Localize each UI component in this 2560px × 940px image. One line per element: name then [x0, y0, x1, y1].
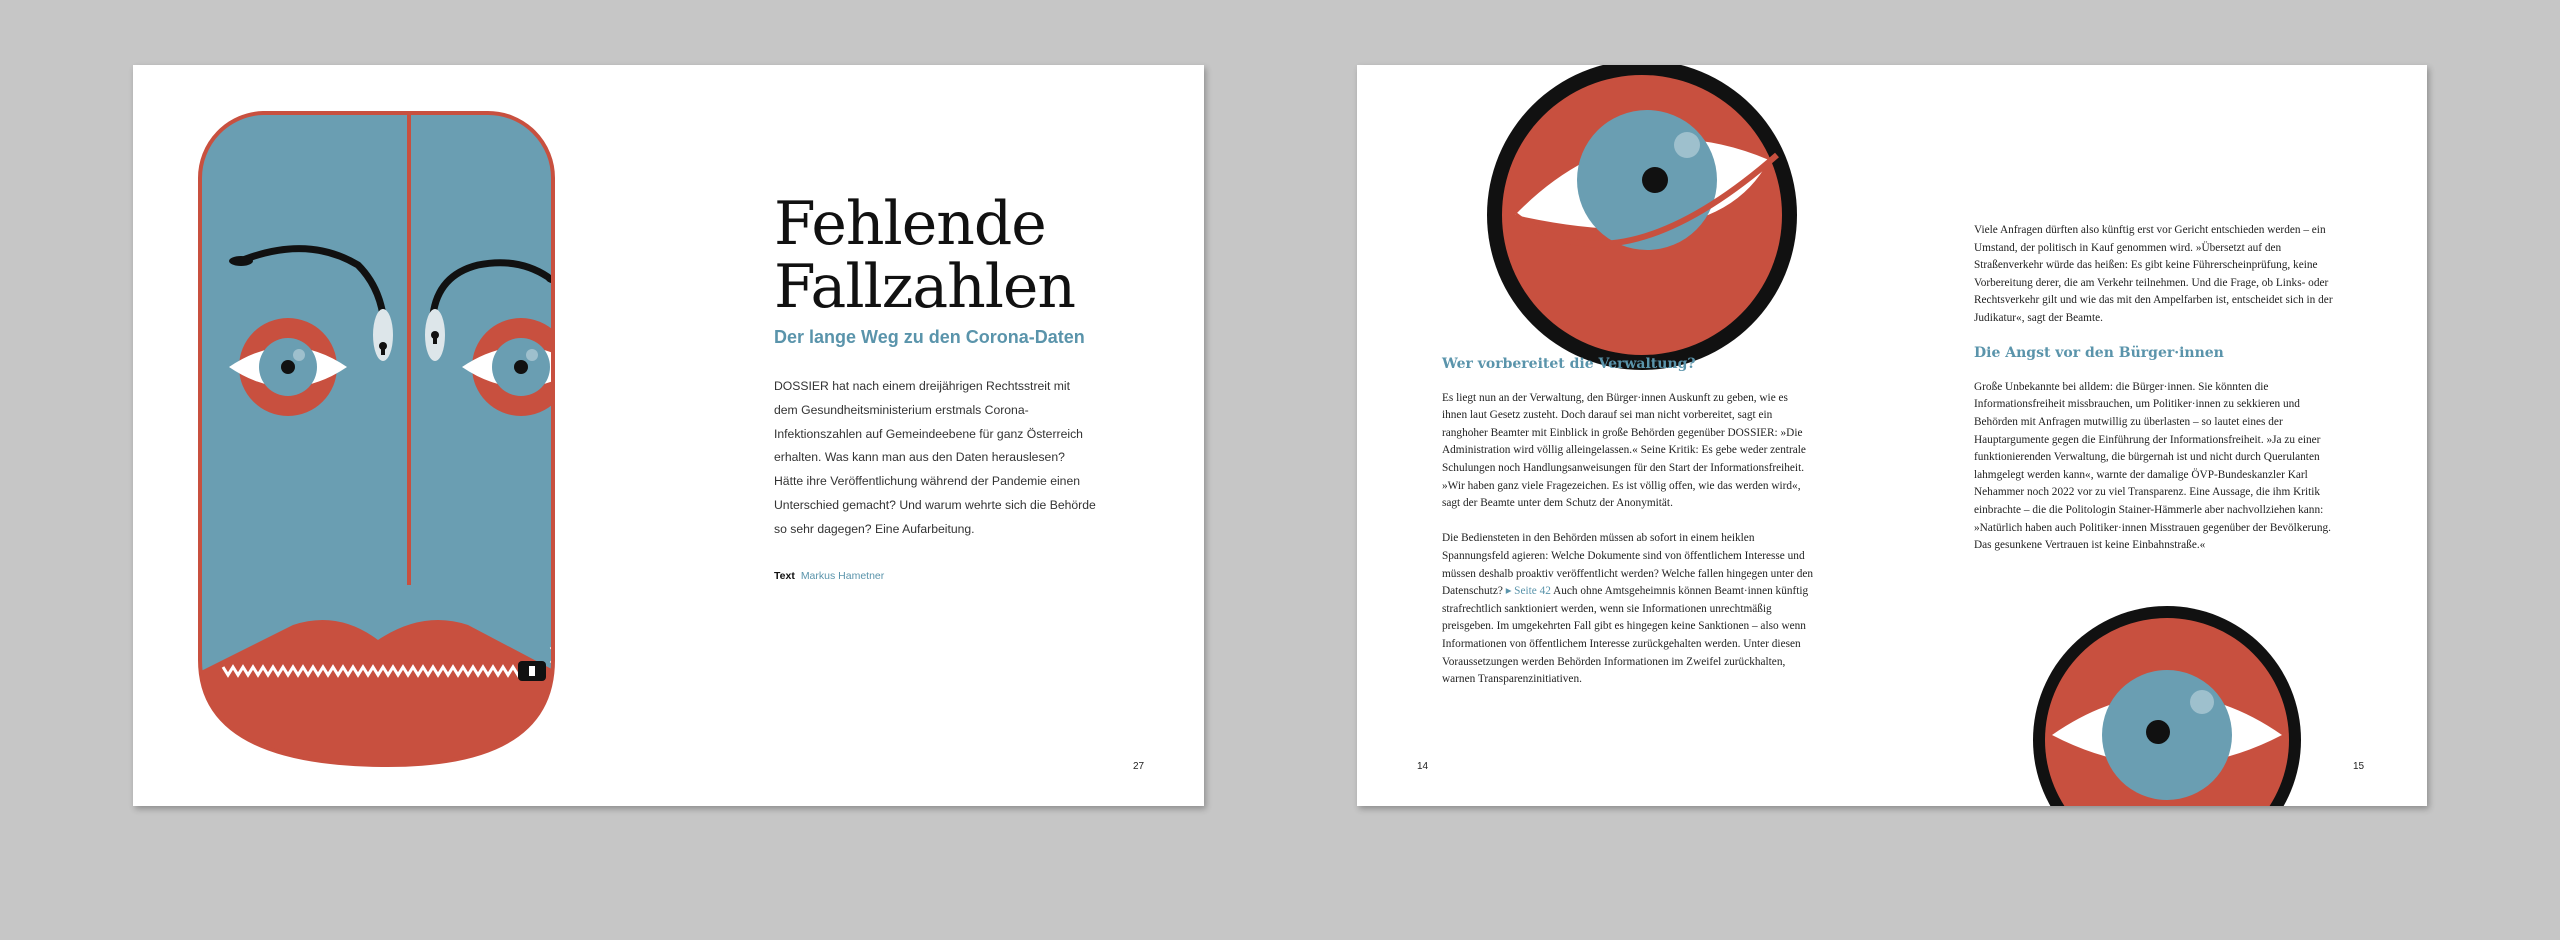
magazine-page-left: [133, 65, 1204, 806]
article-subtitle: Der lange Weg zu den Corona-Daten: [774, 327, 1085, 347]
eye-illustration: [2027, 600, 2307, 806]
paragraph-text: Auch ohne Amtsgeheimnis können Beamt·innen künftig strafrechtlich sanktioniert werden, wenn sie Informationen unrechtmäßig preisgeben. Im umgekehrten Fall gibt es hingegen keine Sanktionen – also wenn Informationen von öffentlichem Interesse zurückgehalten werden. Unter diesen Voraussetzungen werden Behörden Informationen im Zweifel zurückhalten, warnen Transparenzinitiativen.: [1442, 585, 1809, 686]
title-line-2: Fallzahlen: [774, 252, 1076, 322]
paragraph: Große Unbekannte bei alldem: die Bürger·innen. Sie könnten die Informationsfreiheit missbrauchen, um Politiker·innen zu sekkieren und Behörden mit Anfragen mutwillig zu überlasten – so lautet eines der Hauptargumente gegen die Einführung der Informationsfreiheit. »Ja zu einer funktionierenden Verwaltung, die bürgernah ist und nicht durch Querulanten lahmgelegt werden kann«, warnte der damalige ÖVP-Bundeskanzler Karl Nehammer noch 2022 vor zu viel Transparenz. Eine Aussage, die ihm Kritik einbrachte – die die Politologin Stainer-Hämmerle aber nachvollziehen kann: »Natürlich haben auch Politiker·innen Misstrauen gegenüber der Bevölkerung. Das gesunkene Vertrauen ist keine Einbahnstraße.«: [1974, 380, 2331, 552]
text-column-1: [1442, 356, 1814, 706]
section-heading: Wer vorbereitet die Verwaltung?: [1442, 356, 1696, 372]
page-number: 15: [2353, 761, 2365, 772]
title-line-1: Fehlende: [774, 189, 1046, 259]
section-heading: Die Angst vor den Bürger·innen: [1974, 345, 2224, 362]
author-name: Markus Hametner: [800, 570, 885, 582]
article-title: [774, 189, 1076, 322]
eye-illustration: [1477, 65, 1807, 390]
page-number: 27: [1133, 761, 1145, 772]
page-number: 14: [1417, 761, 1429, 772]
paragraph: [1442, 530, 1814, 688]
paragraph: Viele Anfragen dürften also künftig erst vor Gericht entschieden werden – ein Umstand, der politisch in Kauf genommen wird. »Übersetzt auf den Straßenverkehr würde das heißen: Es gibt keine Führerscheinprüfung, keine Vorbereitung derer, die am Verkehr teilnehmen. Und die Frage, ob Links- oder Rechtsverkehr gilt und wie das mit den Ampelfarben ist, entscheidet sich in der Judikatur«, sagt der Beamte.: [1974, 224, 2333, 324]
author-credit: [774, 570, 884, 582]
article-intro: DOSSIER hat nach einem dreijährigen Rechtsstreit mit dem Gesundheitsministerium erstmals Corona-Infektionszahlen auf Gemeindeebene für ganz Österreich erhalten. Was kann man aus den Daten herauslesen? Hätte ihre Veröffentlichung während der Pandemie einen Unterschied gemacht? Und warum wehrte sich die Behörde so sehr dagegen? Eine Aufarbeitung.: [774, 379, 1096, 536]
credit-label: Text: [774, 570, 795, 582]
face-mask-illustration: [133, 65, 653, 806]
magazine-page-right: [1357, 65, 2427, 806]
paragraph-text: Die Bediensteten in den Behörden müssen ab sofort in einem heiklen Spannungsfeld agieren: Welche Dokumente sind von öffentlichem Interesse und müssen deshalb proaktiv veröffentlicht werden? Welche fallen hingegen unter den Datenschutz?: [1442, 532, 1814, 598]
paragraph: Es liegt nun an der Verwaltung, den Bürger·innen Auskunft zu geben, wie es ihnen laut Gesetz zusteht. Doch darauf sei man nicht vorbereitet, sagt ein ranghoher Beamter mit Einblick in große Behörden gegenüber DOSSIER: »Die Administration wird völlig alleingelassen.« Seine Kritik: Es gebe weder zentrale Schulungen noch Handlungsanweisungen für den Start der Informationsfreiheit. »Wir haben ganz viele Fragezeichen. Es ist völlig offen, wie das werden wird«, sagt der Beamte unter dem Schutz der Anonymität.: [1442, 391, 1806, 510]
text-column-2: [1974, 222, 2346, 572]
page-reference-link[interactable]: ▸ Seite 42: [1505, 585, 1551, 598]
